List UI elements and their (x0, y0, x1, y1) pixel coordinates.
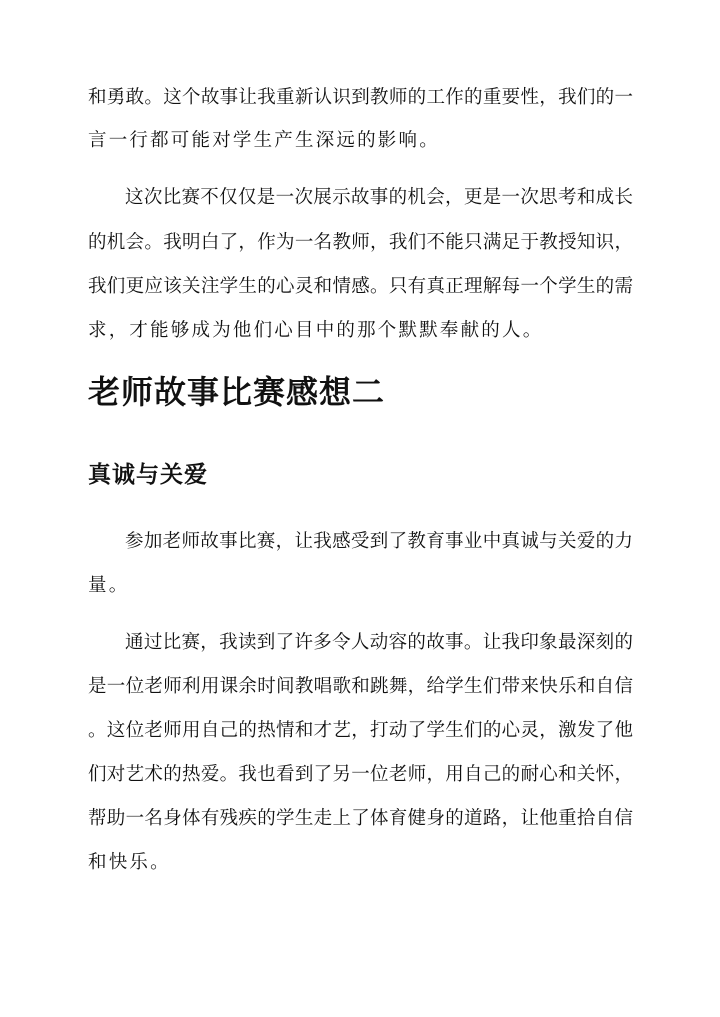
paragraph-2-line-2: 的机会。我明白了，作为一名教师，我们不能只满足于教授知识， (88, 232, 633, 253)
paragraph-1-line-2: 言一行都可能对学生产生深远的影响。 (88, 130, 440, 151)
paragraph-3-line-1: 参加老师故事比赛，让我感受到了教育事业中真诚与关爱的力 (125, 531, 633, 552)
paragraph-4-line-4: 们对艺术的热爱。我也看到了另一位老师，用自己的耐心和关怀， (88, 764, 633, 785)
subsection-title: 真诚与关爱 (88, 461, 208, 488)
paragraph-4-line-5: 帮助一名身体有残疾的学生走上了体育健身的道路，让他重拾自信 (88, 808, 633, 829)
paragraph-2-line-3: 我们更应该关注学生的心灵和情感。只有真正理解每一个学生的需 (88, 276, 633, 297)
paragraph-4-line-6: 和快乐。 (88, 852, 171, 873)
paragraph-4-line-2: 是一位老师利用课余时间教唱歌和跳舞，给学生们带来快乐和自信 (88, 676, 633, 697)
paragraph-3-line-2: 量。 (88, 575, 130, 596)
paragraph-2-line-4: 求，才能够成为他们心目中的那个默默奉献的人。 (88, 320, 544, 341)
paragraph-4-line-1: 通过比赛，我读到了许多令人动容的故事。让我印象最深刻的 (125, 632, 633, 653)
paragraph-2-line-1: 这次比赛不仅仅是一次展示故事的机会，更是一次思考和成长 (125, 187, 633, 208)
paragraph-1-line-1: 和勇敢。这个故事让我重新认识到教师的工作的重要性，我们的一 (88, 87, 633, 108)
section-title: 老师故事比赛感想二 (88, 373, 386, 411)
paragraph-4-line-3: 。这位老师用自己的热情和才艺，打动了学生们的心灵，激发了他 (88, 720, 633, 741)
